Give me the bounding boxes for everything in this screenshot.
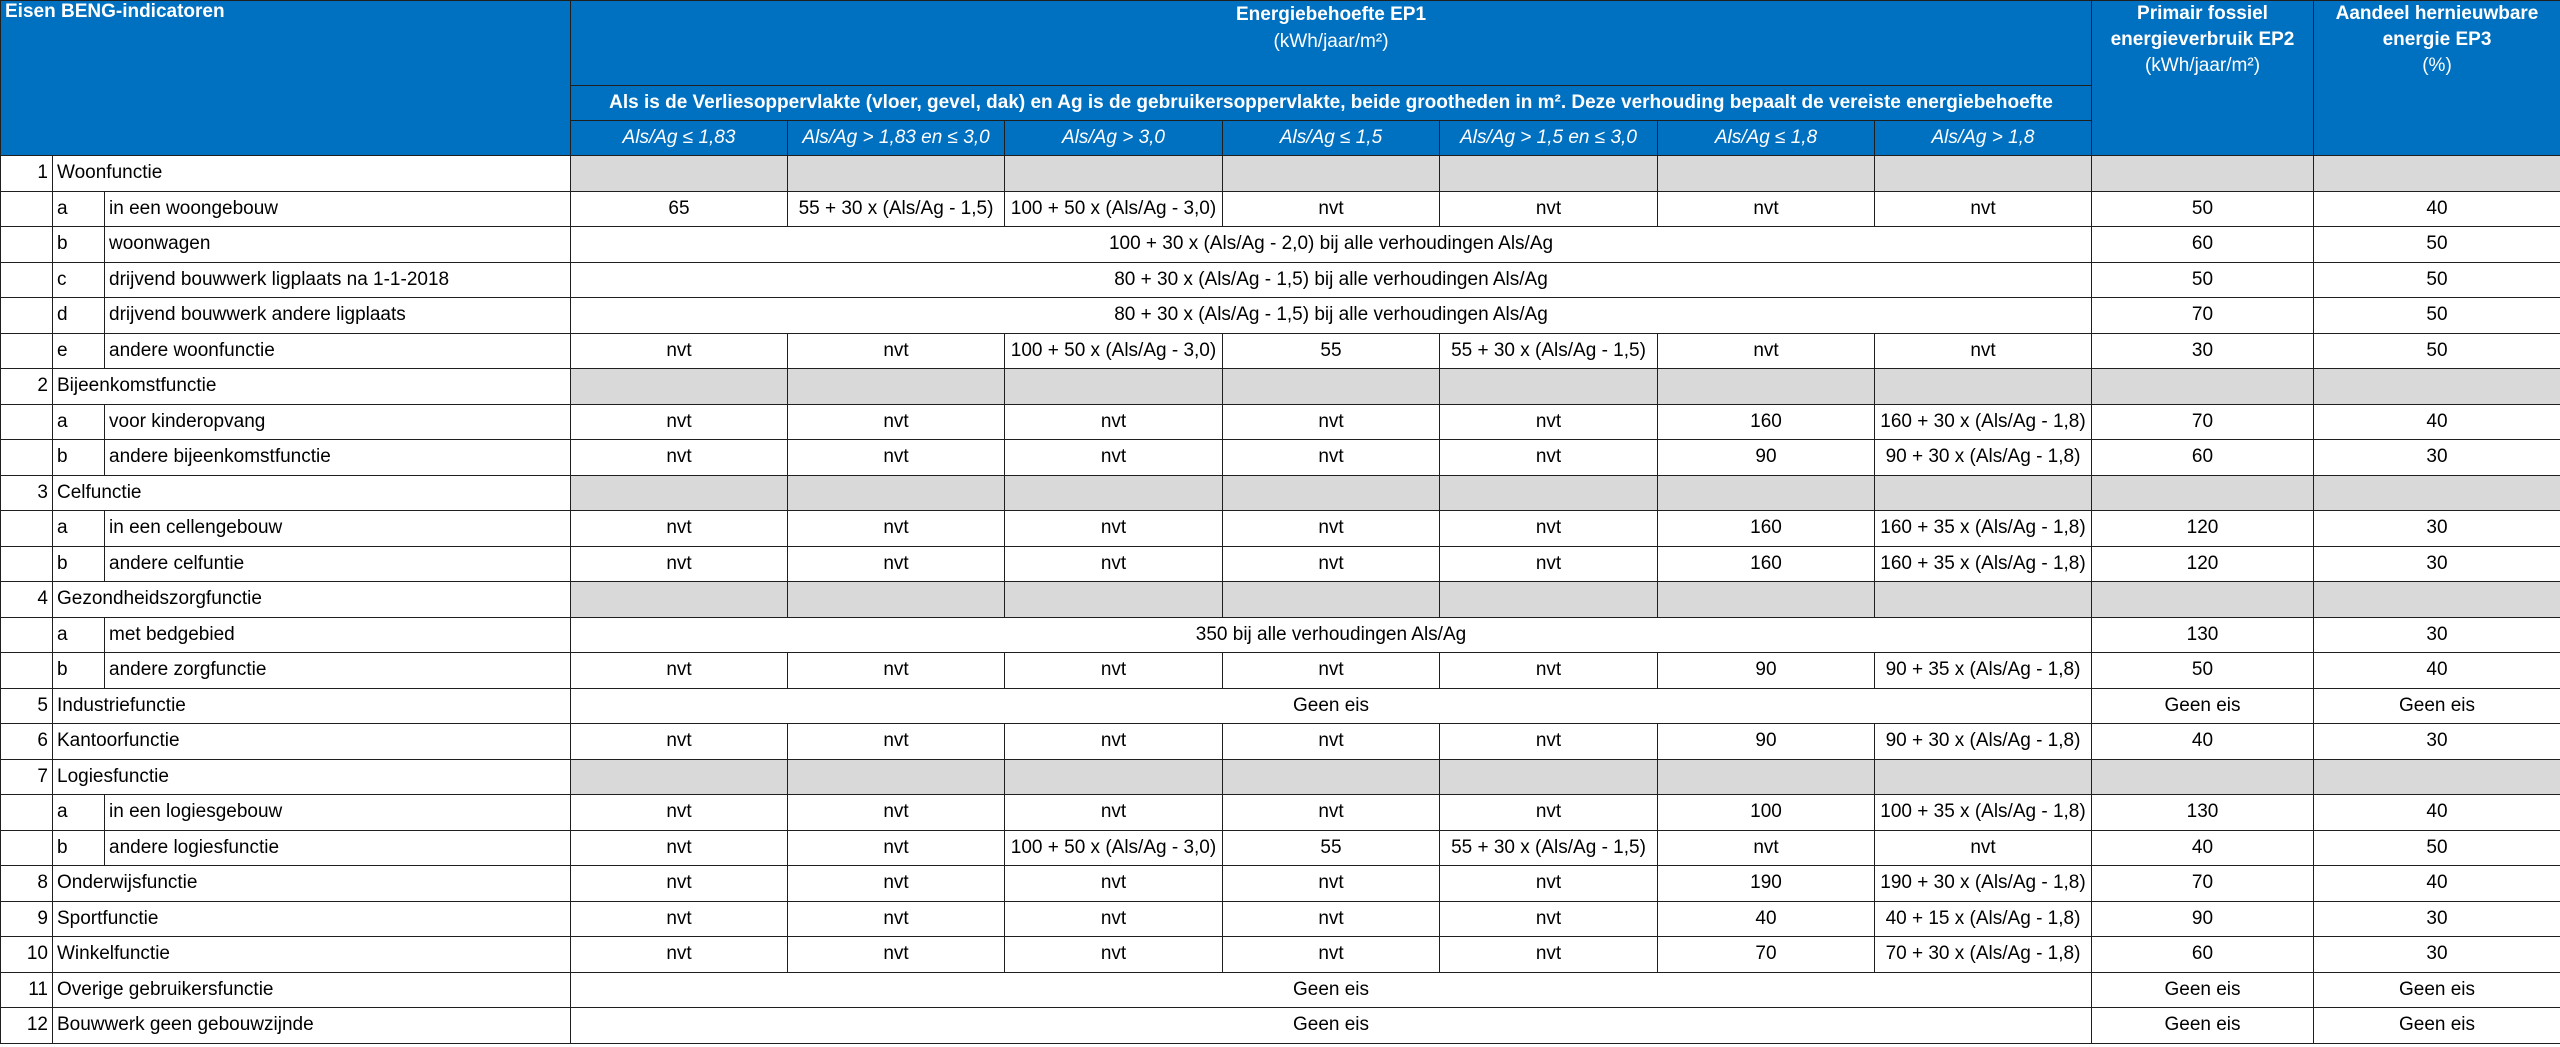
ep3-cell: 30: [2314, 901, 2560, 937]
ep1-cell: nvt: [1005, 511, 1223, 547]
table-row: [1, 227, 2560, 263]
ep1-cell: nvt: [1223, 191, 1440, 227]
ep1-cell: 160 + 35 x (Als/Ag - 1,8): [1875, 546, 2092, 582]
ep1-cell: nvt: [1658, 191, 1875, 227]
ep1-cell: nvt: [1440, 404, 1658, 440]
ep1-cell: nvt: [1875, 830, 2092, 866]
ep1-cell: nvt: [1223, 440, 1440, 476]
row-label: andere logiesfunctie: [105, 830, 571, 866]
empty-cell: [1, 830, 53, 866]
row-number: 9: [1, 901, 53, 937]
ep2-cell: 40: [2092, 724, 2314, 760]
table-row: [1, 440, 2560, 476]
empty-cell: [1005, 156, 1223, 192]
category-row: [1, 759, 2560, 795]
empty-cell: [1658, 475, 1875, 511]
empty-cell: [1440, 156, 1658, 192]
table-row: [1, 1008, 2560, 1044]
sub-letter: a: [53, 404, 105, 440]
ratio-header: Als/Ag ≤ 1,83: [571, 121, 788, 156]
sub-letter: a: [53, 511, 105, 547]
empty-cell: [1658, 369, 1875, 405]
ep1-cell: 90: [1658, 440, 1875, 476]
category-label: Industriefunctie: [53, 688, 571, 724]
empty-cell: [1223, 582, 1440, 618]
ep3-cell: Geen eis: [2314, 1008, 2560, 1044]
empty-cell: [1875, 759, 2092, 795]
empty-cell: [571, 475, 788, 511]
empty-cell: [1658, 759, 1875, 795]
ep1-cell: nvt: [1005, 546, 1223, 582]
ep1-cell: nvt: [1658, 333, 1875, 369]
ep1-cell: nvt: [571, 653, 788, 689]
empty-cell: [1, 404, 53, 440]
ep1-cell: 160: [1658, 404, 1875, 440]
ep1-cell: nvt: [571, 830, 788, 866]
empty-cell: [1658, 156, 1875, 192]
empty-cell: [788, 156, 1005, 192]
empty-cell: [2314, 475, 2560, 511]
ep3-cell: 30: [2314, 937, 2560, 973]
row-number: 10: [1, 937, 53, 973]
empty-cell: [1, 262, 53, 298]
ep2-cell: 60: [2092, 227, 2314, 263]
empty-cell: [1005, 582, 1223, 618]
sub-letter: d: [53, 298, 105, 334]
ep2-unit: (kWh/jaar/m²): [2144, 55, 2261, 76]
row-label: drijvend bouwwerk andere ligplaats: [105, 298, 571, 334]
ep1-cell: nvt: [1440, 866, 1658, 902]
empty-cell: [2314, 156, 2560, 192]
ratio-header: Als/Ag > 1,8: [1875, 121, 2092, 156]
table-row: [1, 653, 2560, 689]
ep1-cell: nvt: [1440, 937, 1658, 973]
ep1-cell: nvt: [788, 724, 1005, 760]
empty-cell: [1, 795, 53, 831]
ep1-cell: nvt: [1223, 795, 1440, 831]
ep2-cell: 130: [2092, 795, 2314, 831]
empty-cell: [1875, 582, 2092, 618]
ep1-cell: nvt: [571, 937, 788, 973]
ep2-cell: 70: [2092, 866, 2314, 902]
category-row: [1, 369, 2560, 405]
table-row: [1, 333, 2560, 369]
ep1-cell: nvt: [1005, 901, 1223, 937]
ep1-merged-cell: 350 bij alle verhoudingen Als/Ag: [571, 617, 2092, 653]
ep1-cell: 55 + 30 x (Als/Ag - 1,5): [788, 191, 1005, 227]
ep1-cell: nvt: [571, 866, 788, 902]
ep1-cell: nvt: [788, 866, 1005, 902]
ep3-cell: 50: [2314, 262, 2560, 298]
ep1-cell: nvt: [1440, 724, 1658, 760]
ep1-cell: nvt: [1005, 724, 1223, 760]
category-label: Logiesfunctie: [53, 759, 571, 795]
ep2-cell: 70: [2092, 298, 2314, 334]
sub-letter: b: [53, 546, 105, 582]
empty-cell: [1, 653, 53, 689]
ep1-cell: nvt: [788, 404, 1005, 440]
ep1-cell: nvt: [1223, 866, 1440, 902]
ep1-cell: nvt: [1223, 901, 1440, 937]
empty-cell: [1, 546, 53, 582]
ep1-merged-cell: 80 + 30 x (Als/Ag - 1,5) bij alle verhoudingen Als/Ag: [571, 298, 2092, 334]
sub-letter: b: [53, 653, 105, 689]
row-number: 5: [1, 688, 53, 724]
ep1-cell: nvt: [1875, 333, 2092, 369]
row-number: 7: [1, 759, 53, 795]
ep1-cell: nvt: [1440, 795, 1658, 831]
ep1-cell: 70 + 30 x (Als/Ag - 1,8): [1875, 937, 2092, 973]
ep1-cell: 40: [1658, 901, 1875, 937]
ep2-cell: 40: [2092, 830, 2314, 866]
sub-letter: a: [53, 795, 105, 831]
empty-cell: [1223, 156, 1440, 192]
ep1-cell: nvt: [788, 546, 1005, 582]
table-row: [1, 511, 2560, 547]
row-number: 12: [1, 1008, 53, 1044]
ep1-cell: nvt: [1005, 937, 1223, 973]
ep1-cell: 190: [1658, 866, 1875, 902]
ep1-cell: 90: [1658, 653, 1875, 689]
row-number: 3: [1, 475, 53, 511]
table-row: [1, 972, 2560, 1008]
ep1-unit: (kWh/jaar/m²): [1273, 31, 1389, 52]
ep1-cell: 90 + 30 x (Als/Ag - 1,8): [1875, 440, 2092, 476]
row-number: 11: [1, 972, 53, 1008]
category-label: Gezondheidszorgfunctie: [53, 582, 571, 618]
ep1-cell: nvt: [788, 937, 1005, 973]
ep3-cell: 30: [2314, 617, 2560, 653]
empty-cell: [1, 440, 53, 476]
empty-cell: [788, 582, 1005, 618]
row-label: in een woongebouw: [105, 191, 571, 227]
category-row: [1, 475, 2560, 511]
ep3-cell: Geen eis: [2314, 688, 2560, 724]
ep1-cell: 100 + 50 x (Als/Ag - 3,0): [1005, 830, 1223, 866]
row-label: in een logiesgebouw: [105, 795, 571, 831]
ep3-cell: 40: [2314, 866, 2560, 902]
ep2-header: [2092, 1, 2314, 156]
ep3-cell: 50: [2314, 333, 2560, 369]
ep1-cell: 100 + 50 x (Als/Ag - 3,0): [1005, 191, 1223, 227]
ep3-cell: 30: [2314, 724, 2560, 760]
ep2-cell: 50: [2092, 653, 2314, 689]
empty-cell: [1440, 759, 1658, 795]
ep1-cell: 90 + 35 x (Als/Ag - 1,8): [1875, 653, 2092, 689]
ep1-cell: nvt: [1440, 653, 1658, 689]
table-row: [1, 404, 2560, 440]
ep1-cell: nvt: [571, 795, 788, 831]
table-row: [1, 901, 2560, 937]
ep2-cell: 130: [2092, 617, 2314, 653]
ratio-header: Als/Ag > 1,83 en ≤ 3,0: [788, 121, 1005, 156]
ep3-cell: 40: [2314, 191, 2560, 227]
ep3-cell: 40: [2314, 795, 2560, 831]
ep1-cell: nvt: [1005, 795, 1223, 831]
empty-cell: [2092, 759, 2314, 795]
ep2-cell: Geen eis: [2092, 1008, 2314, 1044]
empty-cell: [1875, 369, 2092, 405]
empty-cell: [571, 759, 788, 795]
ep1-cell: nvt: [1440, 901, 1658, 937]
ep1-cell: nvt: [1658, 830, 1875, 866]
row-label: met bedgebied: [105, 617, 571, 653]
empty-cell: [1875, 156, 2092, 192]
ep1-cell: nvt: [571, 546, 788, 582]
category-row: [1, 582, 2560, 618]
empty-cell: [1440, 369, 1658, 405]
ep1-cell: nvt: [571, 333, 788, 369]
ep1-cell: nvt: [788, 830, 1005, 866]
table-row: [1, 546, 2560, 582]
ep1-cell: 160 + 35 x (Als/Ag - 1,8): [1875, 511, 2092, 547]
ep1-cell: nvt: [1440, 440, 1658, 476]
ep1-cell: 70: [1658, 937, 1875, 973]
category-label: Celfunctie: [53, 475, 571, 511]
empty-cell: [788, 475, 1005, 511]
sub-letter: b: [53, 227, 105, 263]
table-row: [1, 262, 2560, 298]
ratio-header: Als/Ag ≤ 1,5: [1223, 121, 1440, 156]
ep3-title-line2: energie EP3: [2382, 29, 2492, 50]
ep1-cell: 160: [1658, 511, 1875, 547]
ep1-cell: nvt: [1223, 511, 1440, 547]
ep2-cell: Geen eis: [2092, 688, 2314, 724]
table-row: [1, 724, 2560, 760]
ep3-cell: 30: [2314, 546, 2560, 582]
ep1-cell: nvt: [1223, 653, 1440, 689]
empty-cell: [1, 191, 53, 227]
ep1-description: Als is de Verliesoppervlakte (vloer, gevel, dak) en Ag is de gebruikersoppervlakte, beide grootheden in m². Deze verhouding bepaalt de vereiste energiebehoefte: [571, 86, 2092, 121]
row-label: andere celfuntie: [105, 546, 571, 582]
ep1-cell: nvt: [1223, 404, 1440, 440]
empty-cell: [2092, 475, 2314, 511]
table-row: [1, 298, 2560, 334]
ep3-cell: 50: [2314, 298, 2560, 334]
category-label: Bijeenkomstfunctie: [53, 369, 571, 405]
empty-cell: [2092, 156, 2314, 192]
ep1-cell: 55: [1223, 830, 1440, 866]
row-label: woonwagen: [105, 227, 571, 263]
ep1-cell: nvt: [788, 653, 1005, 689]
ep1-cell: 40 + 15 x (Als/Ag - 1,8): [1875, 901, 2092, 937]
row-label: in een cellengebouw: [105, 511, 571, 547]
ep1-merged-cell: 100 + 30 x (Als/Ag - 2,0) bij alle verhoudingen Als/Ag: [571, 227, 2092, 263]
row-label: drijvend bouwwerk ligplaats na 1-1-2018: [105, 262, 571, 298]
row-label: voor kinderopvang: [105, 404, 571, 440]
ep1-cell: nvt: [1005, 866, 1223, 902]
ep1-cell: nvt: [1440, 191, 1658, 227]
empty-cell: [2092, 582, 2314, 618]
ep2-title-line1: Primair fossiel: [2137, 3, 2268, 24]
ep1-cell: nvt: [571, 511, 788, 547]
ep1-cell: 160 + 30 x (Als/Ag - 1,8): [1875, 404, 2092, 440]
ep3-cell: 50: [2314, 227, 2560, 263]
category-label: Overige gebruikersfunctie: [53, 972, 571, 1008]
empty-cell: [571, 369, 788, 405]
ep1-cell: 55: [1223, 333, 1440, 369]
ep2-cell: 50: [2092, 262, 2314, 298]
empty-cell: [1, 617, 53, 653]
ep1-cell: 100: [1658, 795, 1875, 831]
ep1-header: [571, 1, 2092, 86]
row-number: 6: [1, 724, 53, 760]
empty-cell: [788, 759, 1005, 795]
empty-cell: [1, 333, 53, 369]
ep1-cell: nvt: [1440, 546, 1658, 582]
ep1-cell: nvt: [1440, 511, 1658, 547]
ep2-cell: 70: [2092, 404, 2314, 440]
row-label: andere zorgfunctie: [105, 653, 571, 689]
ep1-cell: nvt: [571, 724, 788, 760]
row-number: 2: [1, 369, 53, 405]
ep1-cell: nvt: [788, 333, 1005, 369]
empty-cell: [2314, 369, 2560, 405]
category-label: Woonfunctie: [53, 156, 571, 192]
category-label: Kantoorfunctie: [53, 724, 571, 760]
row-label: andere woonfunctie: [105, 333, 571, 369]
row-number: 8: [1, 866, 53, 902]
ratio-header: Als/Ag > 3,0: [1005, 121, 1223, 156]
empty-cell: [1440, 582, 1658, 618]
ep3-title-line1: Aandeel hernieuwbare: [2335, 3, 2539, 24]
empty-cell: [1005, 475, 1223, 511]
ep1-cell: 90: [1658, 724, 1875, 760]
ep2-title-line2: energieverbruik EP2: [2110, 29, 2295, 50]
ep1-cell: 90 + 30 x (Als/Ag - 1,8): [1875, 724, 2092, 760]
empty-cell: [1005, 759, 1223, 795]
ep3-cell: 40: [2314, 653, 2560, 689]
empty-cell: [1223, 759, 1440, 795]
table-row: [1, 191, 2560, 227]
empty-cell: [571, 156, 788, 192]
empty-cell: [788, 369, 1005, 405]
ratio-header: Als/Ag ≤ 1,8: [1658, 121, 1875, 156]
ep2-cell: 60: [2092, 937, 2314, 973]
ep1-cell: nvt: [1223, 546, 1440, 582]
table-row: [1, 937, 2560, 973]
table-corner-title: Eisen BENG-indicatoren: [1, 1, 571, 156]
row-number: 1: [1, 156, 53, 192]
ep3-cell: Geen eis: [2314, 972, 2560, 1008]
ratio-header: Als/Ag > 1,5 en ≤ 3,0: [1440, 121, 1658, 156]
ep1-cell: nvt: [571, 901, 788, 937]
ep1-cell: 55 + 30 x (Als/Ag - 1,5): [1440, 333, 1658, 369]
ep1-cell: nvt: [571, 404, 788, 440]
ep1-cell: 65: [571, 191, 788, 227]
ep1-cell: nvt: [1875, 191, 2092, 227]
sub-letter: b: [53, 440, 105, 476]
category-label: Sportfunctie: [53, 901, 571, 937]
ep3-cell: 40: [2314, 404, 2560, 440]
ep3-header: [2314, 1, 2560, 156]
ep1-title: Energiebehoefte EP1: [1235, 4, 1427, 25]
category-label: Bouwwerk geen gebouwzijnde: [53, 1008, 571, 1044]
empty-cell: [2092, 369, 2314, 405]
empty-cell: [2314, 582, 2560, 618]
empty-cell: [1, 511, 53, 547]
empty-cell: [1005, 369, 1223, 405]
table-row: [1, 866, 2560, 902]
ep1-cell: nvt: [1005, 653, 1223, 689]
ep3-cell: 50: [2314, 830, 2560, 866]
ep2-cell: 50: [2092, 191, 2314, 227]
row-number: 4: [1, 582, 53, 618]
ep2-cell: 120: [2092, 511, 2314, 547]
empty-cell: [1440, 475, 1658, 511]
ep1-merged-cell: Geen eis: [571, 688, 2092, 724]
ep3-unit: (%): [2422, 55, 2452, 76]
category-row: [1, 156, 2560, 192]
sub-letter: b: [53, 830, 105, 866]
empty-cell: [1, 298, 53, 334]
empty-cell: [1658, 582, 1875, 618]
ep1-merged-cell: Geen eis: [571, 972, 2092, 1008]
table-row: [1, 795, 2560, 831]
empty-cell: [1, 227, 53, 263]
ep1-cell: nvt: [1223, 724, 1440, 760]
ep3-cell: 30: [2314, 440, 2560, 476]
ep1-cell: nvt: [1005, 404, 1223, 440]
sub-letter: c: [53, 262, 105, 298]
ep1-cell: 100 + 35 x (Als/Ag - 1,8): [1875, 795, 2092, 831]
category-label: Winkelfunctie: [53, 937, 571, 973]
category-label: Onderwijsfunctie: [53, 866, 571, 902]
table-row: [1, 830, 2560, 866]
empty-cell: [1223, 475, 1440, 511]
table-row: [1, 688, 2560, 724]
ep1-cell: nvt: [1223, 937, 1440, 973]
row-label: andere bijeenkomstfunctie: [105, 440, 571, 476]
ep1-cell: nvt: [788, 795, 1005, 831]
ep1-cell: 100 + 50 x (Als/Ag - 3,0): [1005, 333, 1223, 369]
empty-cell: [1223, 369, 1440, 405]
ep2-cell: 30: [2092, 333, 2314, 369]
empty-cell: [571, 582, 788, 618]
sub-letter: e: [53, 333, 105, 369]
sub-letter: a: [53, 617, 105, 653]
ep1-cell: 190 + 30 x (Als/Ag - 1,8): [1875, 866, 2092, 902]
empty-cell: [2314, 759, 2560, 795]
ep1-cell: nvt: [571, 440, 788, 476]
ep1-merged-cell: Geen eis: [571, 1008, 2092, 1044]
ep1-cell: nvt: [788, 901, 1005, 937]
ep2-cell: 120: [2092, 546, 2314, 582]
ep2-cell: Geen eis: [2092, 972, 2314, 1008]
empty-cell: [1875, 475, 2092, 511]
ep2-cell: 60: [2092, 440, 2314, 476]
ep1-cell: nvt: [1005, 440, 1223, 476]
ep1-cell: nvt: [788, 440, 1005, 476]
ep1-merged-cell: 80 + 30 x (Als/Ag - 1,5) bij alle verhoudingen Als/Ag: [571, 262, 2092, 298]
table-row: [1, 617, 2560, 653]
ep1-cell: nvt: [788, 511, 1005, 547]
ep1-cell: 55 + 30 x (Als/Ag - 1,5): [1440, 830, 1658, 866]
ep1-cell: 160: [1658, 546, 1875, 582]
ep2-cell: 90: [2092, 901, 2314, 937]
sub-letter: a: [53, 191, 105, 227]
ep3-cell: 30: [2314, 511, 2560, 547]
